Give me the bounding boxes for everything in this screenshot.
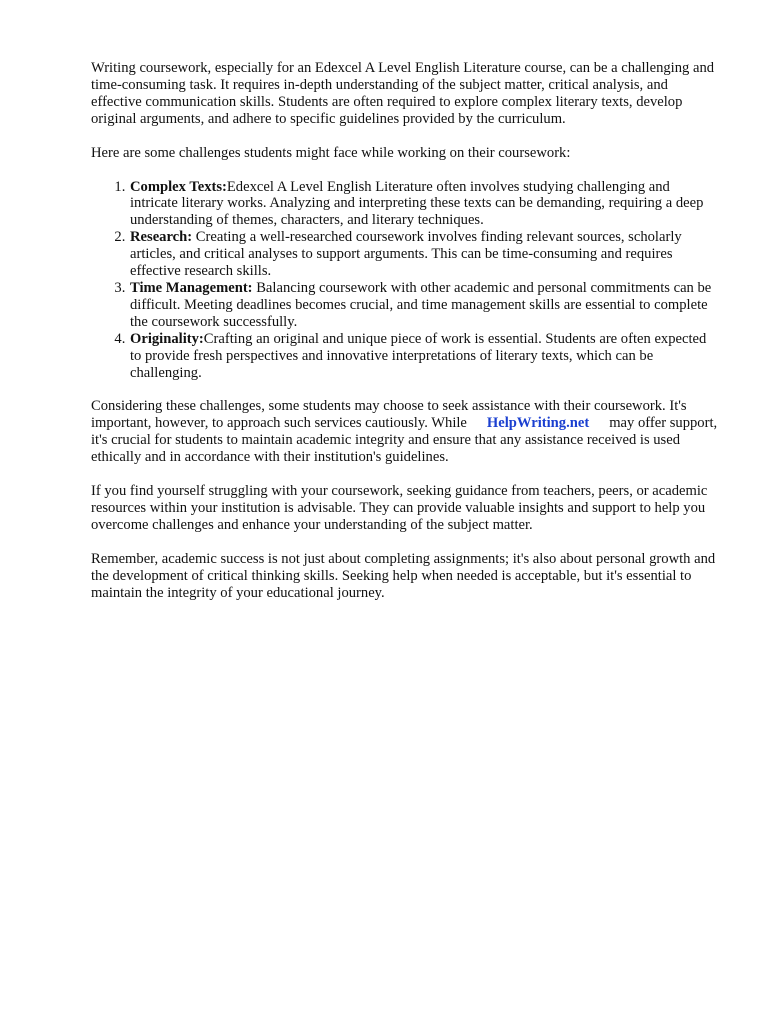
list-item-text: Balancing coursework with other academic and personal commitments can be difficult. Meeting deadlines becomes crucial, and time management skills are essential to complete the coursework successfully. bbox=[130, 279, 712, 330]
list-item-term: Originality: bbox=[130, 330, 204, 347]
list-item bbox=[129, 331, 721, 382]
list-item-term: Time Management: bbox=[130, 279, 253, 296]
list-item-term: Complex Texts: bbox=[130, 178, 227, 195]
helpwriting-link[interactable]: HelpWriting.net bbox=[486, 415, 590, 432]
list-item-text: Crafting an original and unique piece of work is essential. Students are often expected to provide fresh perspectives and innovative interpretations of literary texts, which can be challenging. bbox=[130, 330, 707, 381]
list-item bbox=[129, 280, 721, 331]
challenges-lead-in: Here are some challenges students might face while working on their coursework: bbox=[91, 144, 571, 161]
list-item bbox=[129, 179, 721, 230]
list-item-text: Edexcel A Level English Literature often involves studying challenging and intricate literary works. Analyzing and interpreting these texts can be demanding, requiring a deep understanding of themes, characters, and literary techniques. bbox=[130, 178, 704, 229]
considering-text-after: may offer support, it's crucial for students to maintain academic integrity and ensure that any assistance received is used ethically and in accordance with their institution's guidelines. bbox=[91, 415, 718, 466]
considering-text-before: Considering these challenges, some students may choose to seek assistance with their coursework. It's important, however, to approach such services cautiously. While bbox=[91, 398, 687, 432]
intro-paragraph: Writing coursework, especially for an Edexcel A Level English Literature course, can be a challenging and time-consuming task. It requires in-depth understanding of the subject matter, critical analysis, and effective communication skills. Students are often required to explore complex literary texts, develop original arguments, and adhere to specific guidelines provided by the curriculum. bbox=[91, 60, 715, 127]
considering-paragraph bbox=[91, 398, 721, 466]
struggling-paragraph: If you find yourself struggling with your coursework, seeking guidance from teachers, peers, or academic resources within your institution is advisable. They can provide valuable insights and support to help you overcome challenges and enhance your understanding of the subject matter. bbox=[91, 483, 708, 533]
list-item-text: Creating a well-researched coursework involves finding relevant sources, scholarly articles, and critical analyses to support arguments. This can be time-consuming and requires effective research skills. bbox=[130, 229, 682, 280]
remember-paragraph: Remember, academic success is not just about completing assignments; it's also about personal growth and the development of critical thinking skills. Seeking help when needed is acceptable, but it's essential to maintain the integrity of your educational journey. bbox=[91, 550, 716, 601]
list-item bbox=[129, 229, 721, 280]
document-page bbox=[91, 60, 721, 618]
list-item-term: Research: bbox=[130, 229, 193, 246]
challenges-list bbox=[91, 179, 721, 382]
